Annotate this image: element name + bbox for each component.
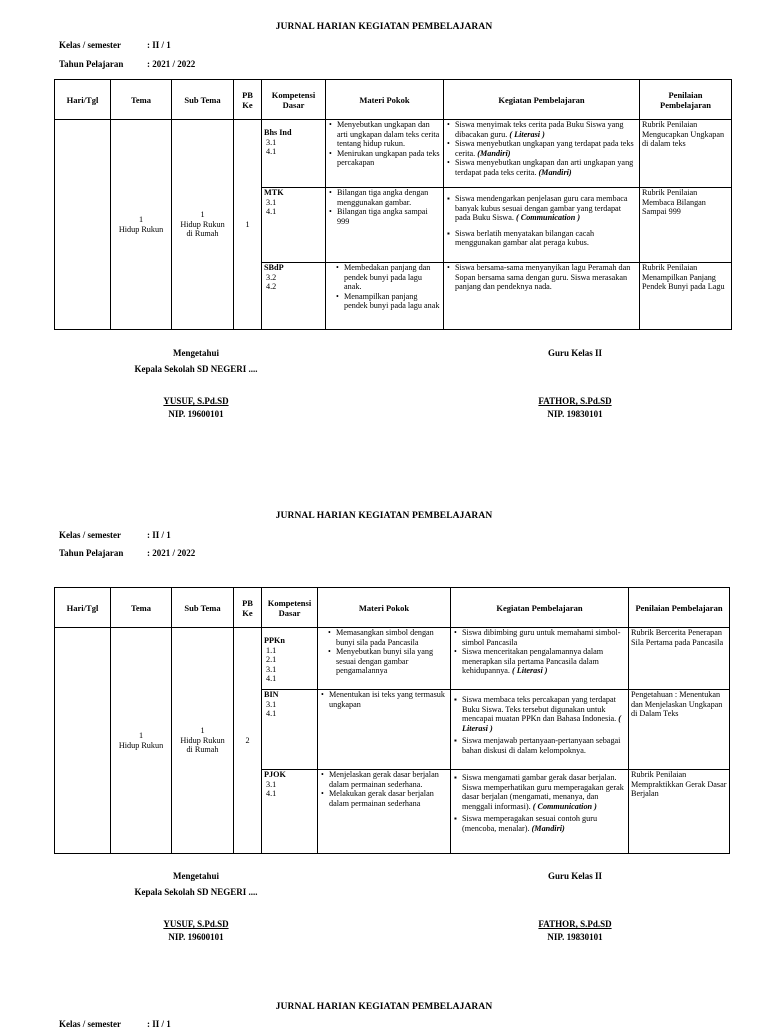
kd-code: 4.1 [266,147,277,157]
materi-item: • Menjelaskan gerak dasar berjalan dalam permainan sederhana. [329,770,448,789]
kd-cell [262,628,318,690]
header-hari: Hari/Tgl [55,80,111,120]
cell-pb: 1 [234,120,262,330]
header-pb: PB Ke [234,80,262,120]
sig-guru-nip: NIP. 19830101 [547,409,603,419]
materi-item: • Membedakan panjang dan pendek bunyi pada lagu anak. [344,263,441,292]
materi-cell [326,120,444,188]
kegiatan-text: Siswa mendengarkan penjelasan guru cara membaca banyak kubus sesuai dengan gambar yang terdapat pada Buku Siswa. [455,194,628,223]
kelas-value: : II / 1 [147,530,171,540]
subject-name: PPKn [264,636,285,645]
materi-cell [326,263,444,330]
subject-name: SBdP [264,263,284,272]
header-kegiatan: Kegiatan Pembelajaran [444,80,640,120]
kd-code: 3.1 [266,779,277,789]
materi-cell [318,690,451,770]
sig-kepsek-name: YUSUF, S.Pd.SD [163,919,229,929]
sig-guru-role: Guru Kelas II [547,871,602,881]
sig-kepsek-name: YUSUF, S.Pd.SD [163,396,229,406]
kd-code: 2.1 [266,655,277,665]
kegiatan-text: Siswa menceritakan pengalamannya dalam menerapkan sila pertama Pancasila dalam kehidupannya. [462,647,604,676]
kegiatan-item [455,139,637,158]
cell-pb: 2 [234,628,262,854]
header-materi: Materi Pokok [326,80,444,120]
cell-subtema: 1 Hidup Rukun di Rumah [172,628,234,854]
kegiatan-text: Siswa menyebutkan ungkapan dan arti ungkapan yang terdapat pada teks cerita. [455,158,634,177]
kegiatan-text: Siswa memperagakan sesuai contoh guru (mencoba, menalar). [462,814,598,833]
kegiatan-cell [444,120,640,188]
kegiatan-item [455,120,637,139]
kegiatan-item [455,194,637,223]
kelas-label: Kelas / semester [59,1019,121,1029]
penilaian-cell: Rubrik Penilaian Mengucapkan Ungkapan di dalam teks [640,120,732,188]
header-materi: Materi Pokok [318,588,451,628]
kelas-value: : II / 1 [147,1019,171,1029]
kegiatan-item [462,736,626,755]
kd-code: 4.1 [266,709,277,719]
kegiatan-cell [444,188,640,263]
kd-code: 1.1 [266,645,277,655]
kd-code: 3.1 [266,664,277,674]
penilaian-cell: Pengetahuan : Menentukan dan Menjelaskan Ungkapan di Dalam Teks [629,690,730,770]
sig-guru-name: FATHOR, S.Pd.SD [538,919,612,929]
kd-code: 3.1 [266,197,277,207]
cell-tema: 1 Hidup Rukun [111,120,172,330]
kegiatan-tag: ( Communication ) [515,213,581,223]
cell-subtema: 1 Hidup Rukun di Rumah [172,120,234,330]
materi-item: • Melakukan gerak dasar berjalan dalam permainan sederhana [329,789,448,808]
sig-guru-name: FATHOR, S.Pd.SD [538,396,612,406]
kd-code: 4.1 [266,674,277,684]
subject-name: PJOK [264,770,286,779]
kd-cell [262,263,326,330]
header-tema: Tema [111,80,172,120]
kegiatan-tag: (Mandiri) [477,148,511,158]
kegiatan-text: Siswa menjawab pertanyaan-pertanyaan sebagai bahan diskusi di dalam kelompoknya. [462,736,621,755]
kegiatan-text: Siswa menyebutkan ungkapan yang terdapat pada teks cerita. [455,139,634,158]
kd-code: 4.1 [266,789,277,799]
sig-mengetahui: Mengetahui [173,871,219,881]
materi-item: • Bilangan tiga angka dengan menggunakan gambar. [337,188,441,207]
header-penilaian: Penilaian Pembelajaran [629,588,730,628]
materi-cell [326,188,444,263]
kegiatan-tag: (Mandiri) [538,167,572,177]
kegiatan-item [462,695,626,733]
kegiatan-text: Siswa mengamati gambar gerak dasar berjalan. Siswa memperhatikan guru memperagakan gerak dasar berjalan (mengamati, menanya, dan menggali informasi). [462,773,624,811]
subject-name: Bhs Ind [264,128,292,137]
kegiatan-tag: (Mandiri) [531,823,565,833]
kd-code: 4.1 [266,207,277,217]
kd-code: 3.1 [266,699,277,709]
sig-kepsek-nip: NIP. 19600101 [168,409,224,419]
tahun-value: : 2021 / 2022 [147,548,196,558]
kegiatan-text: Siswa dibimbing guru untuk memahami simbol-simbol Pancasila [462,628,621,647]
kd-cell [262,770,318,854]
kegiatan-tag: ( Literasi ) [512,666,548,676]
cell-hari [55,628,111,854]
journal-title: JURNAL HARIAN KEGIATAN PEMBELAJARAN [275,511,493,521]
kegiatan-tag: ( Communication ) [532,801,597,811]
materi-item: • Memasangkan simbol dengan bunyi sila pada Pancasila [336,628,448,647]
kegiatan-item [462,814,626,833]
signature-left [120,871,272,942]
cell-tema: 1 Hidup Rukun [111,628,172,854]
kd-code: 4.2 [266,282,277,292]
kelas-value: : II / 1 [147,40,171,50]
penilaian-cell: Rubrik Penilaian Membaca Bilangan Sampai 999 [640,188,732,263]
materi-item: • Bilangan tiga angka sampai 999 [337,207,441,226]
header-subtema: Sub Tema [172,588,234,628]
header-pb: PB Ke [234,588,262,628]
kelas-label: Kelas / semester [59,530,121,540]
kegiatan-item [455,158,637,177]
journal-table [54,79,732,330]
kegiatan-cell [451,690,629,770]
tahun-value: : 2021 / 2022 [147,59,196,69]
materi-cell [318,770,451,854]
sig-kepsek-role: Kepala Sekolah SD NEGERI .... [134,364,258,374]
tahun-label: Tahun Pelajaran [59,548,124,558]
kd-code: 3.2 [266,272,277,282]
materi-item: • Menyebutkan bunyi sila yang sesuai dengan gambar pengamalannya [336,647,448,676]
kd-code: 3.1 [266,137,277,147]
header-penilaian: Penilaian Pembelajaran [640,80,732,120]
header-tema: Tema [111,588,172,628]
journal-title: JURNAL HARIAN KEGIATAN PEMBELAJARAN [275,1002,493,1012]
kd-cell [262,188,326,263]
sig-mengetahui: Mengetahui [173,348,219,358]
kegiatan-tag: ( Literasi ) [462,714,621,733]
penilaian-cell: Rubrik Penilaian Menampilkan Panjang Pendek Bunyi pada Lagu [640,263,732,330]
materi-item: • Menampilkan panjang pendek bunyi pada lagu anak [344,292,441,311]
tahun-label: Tahun Pelajaran [59,59,124,69]
kegiatan-cell [444,263,640,330]
kelas-label: Kelas / semester [59,40,121,50]
penilaian-cell: Rubrik Bercerita Penerapan Sila Pertama pada Pancasila [629,628,730,690]
kegiatan-text: Siswa berlatih menyatakan bilangan cacah menggunakan gambar alat peraga kubus. [455,228,595,248]
header-kegiatan: Kegiatan Pembelajaran [451,588,629,628]
materi-cell [318,628,451,690]
kegiatan-item [462,628,626,647]
header-hari: Hari/Tgl [55,588,111,628]
kd-cell [262,690,318,770]
cell-hari [55,120,111,330]
materi-item: • Menirukan ungkapan pada teks percakapan [337,149,441,168]
sig-guru-role: Guru Kelas II [547,348,602,358]
kegiatan-item [455,229,637,248]
journal-table [54,587,730,854]
sig-kepsek-role: Kepala Sekolah SD NEGERI .... [134,887,258,897]
subject-name: BIN [264,690,279,699]
kegiatan-text: Siswa bersama-sama menyanyikan lagu Peramah dan Sopan bersama sama dengan guru. Siswa merasakan panjang dan pendeknya nada. [455,263,631,292]
materi-item: • Menyebutkan ungkapan dan arti ungkapan dalam teks cerita tentang hidup rukun. [337,120,441,149]
materi-item: • Menentukan isi teks yang termasuk ungkapan [329,690,448,709]
kegiatan-cell [451,628,629,690]
subject-name: MTK [264,188,284,197]
header-kd: Kompetensi Dasar [262,588,318,628]
signature-right [520,871,630,942]
kegiatan-cell [451,770,629,854]
sig-guru-nip: NIP. 19830101 [547,932,603,942]
kegiatan-tag: ( Literasi ) [509,129,545,139]
kegiatan-item [462,647,626,676]
kd-cell [262,120,326,188]
kegiatan-text: Siswa membaca teks percakapan yang terdapat Buku Siswa. Teks tersebut digunakan untuk mencapai muatan PPKn dan Bahasa Indonesia. [462,695,619,724]
penilaian-cell: Rubrik Penilaian Mempraktikkan Gerak Dasar Berjalan [629,770,730,854]
header-subtema: Sub Tema [172,80,234,120]
kegiatan-text: Siswa menyimak teks cerita pada Buku Siswa yang dibacakan guru. [455,120,624,139]
kegiatan-item [455,263,637,292]
journal-title: JURNAL HARIAN KEGIATAN PEMBELAJARAN [275,22,493,32]
kegiatan-item [462,773,626,811]
sig-kepsek-nip: NIP. 19600101 [168,932,224,942]
signature-right [520,348,630,419]
header-kd: Kompetensi Dasar [262,80,326,120]
signature-left [120,348,272,419]
